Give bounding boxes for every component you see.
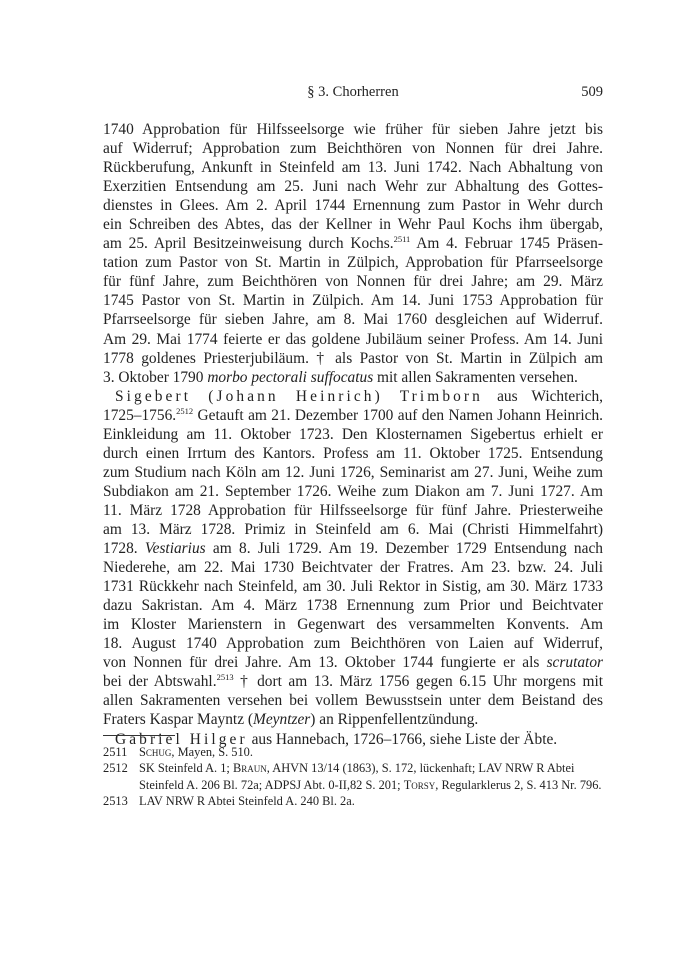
text-line: dazu Sakristan. Am 4. März 1738 Ernennung zum Prior und Beichtvater	[103, 597, 603, 615]
text-segment: 1725–1756.	[103, 406, 177, 424]
text-line: Exerzitien Entsendung am 25. Juni nach Wehr zur Abhaltung des Gottes-	[103, 178, 603, 196]
text-line	[103, 234, 603, 253]
text-segment: am 25. April Besitzeinweisung durch Kochs.	[103, 235, 394, 253]
text-line	[103, 653, 603, 672]
footnote-ref-2513[interactable]: 2513	[216, 672, 234, 683]
text-segment: ) an Rippenfellentzündung.	[310, 711, 479, 729]
text-segment: , Regularklerus 2, S. 413 Nr. 796.	[435, 777, 602, 792]
latin-term: scrutator	[546, 654, 603, 672]
text-line	[103, 406, 603, 425]
section-title: § 3. Chorherren	[307, 84, 399, 100]
entry-heading-sigebert	[103, 387, 603, 406]
footnotes	[103, 744, 603, 809]
text-line	[103, 368, 603, 387]
text-line: Pfarrseelsorge für sieben Jahre, am 8. Mai 1760 desgleichen auf Widerruf.	[103, 311, 603, 329]
footnote-divider	[103, 735, 175, 736]
page-number: 509	[581, 84, 603, 100]
text-line: durch einen Irrtum des Kantors. Profess am 11. Oktober 1725. Entsendung	[103, 444, 603, 462]
text-segment: Am 4. Februar 1745 Präsen-	[410, 235, 603, 253]
text-line: tation zum Pastor von St. Martin in Zülpich, Approbation für Pfarrseelsorge	[103, 254, 603, 272]
text-line: 1740 Approbation für Hilfsseelsorge wie früher für sieben Jahre jetzt bis	[103, 121, 603, 138]
text-segment: von Nonnen für drei Jahre. Am 13. Oktober 1744 fungierte er als	[103, 654, 547, 672]
text-line: 11. März 1728 Approbation für Hilfsseelsorge für fünf Jahre. Priesterweihe	[103, 501, 603, 519]
footnote-text: LAV NRW R Abtei Steinfeld A. 240 Bl. 2a.	[139, 793, 355, 808]
author-name: Braun	[232, 761, 267, 776]
footnote-2512	[103, 760, 603, 793]
text-segment: , Mayen, S. 510.	[171, 745, 253, 759]
text-segment: 3. Oktober 1790	[103, 368, 208, 386]
text-segment: aus Wichterich,	[482, 387, 604, 405]
text-segment: 1728.	[103, 540, 145, 558]
text-line: auf Widerruf; Approbation zum Beichthören von Nonnen für drei Jahre.	[103, 140, 603, 158]
text-segment: bei der Abtswahl.	[103, 673, 217, 691]
text-segment: aus Hannebach, 1726–1766, siehe Liste der Äbte.	[247, 730, 558, 748]
running-head	[103, 84, 603, 102]
author-name: Torsy	[403, 777, 436, 792]
text-line: Subdiakon am 21. September 1726. Weihe zum Diakon am 7. Juni 1727. Am	[103, 482, 603, 500]
text-line: 1745 Pastor von St. Martin in Zülpich. Am 14. Juni 1753 Approbation für	[103, 292, 603, 310]
main-text	[103, 120, 603, 749]
author-name: Schug	[139, 745, 172, 759]
text-line: Niederehe, am 22. Mai 1730 Beichtvater der Fratres. Am 23. bzw. 24. Juli	[103, 559, 603, 577]
text-segment: mit allen Sakramenten versehen.	[373, 368, 578, 386]
footnote-number: 2512	[103, 761, 128, 776]
text-line: Rückberufung, Ankunft in Steinfeld am 13. Juni 1742. Nach Abhaltung von	[103, 159, 603, 177]
person-name: Sigebert (Johann Heinrich) Trimborn	[115, 387, 483, 405]
footnote-2511	[103, 744, 603, 760]
text-segment: Getauft am 21. Dezember 1700 auf den Namen Johann Heinrich.	[193, 406, 603, 424]
footnote-2513	[103, 793, 603, 809]
person-name: Gabriel Hilger	[115, 730, 248, 748]
text-segment: † dort am 13. März 1756 gegen 6.15 Uhr morgens mit	[233, 673, 603, 691]
footnote-text	[139, 744, 603, 760]
text-segment: Fraters Kaspar Mayntz (	[103, 711, 254, 729]
text-line: allen Sakramenten versehen bei vollem Bewusstsein unter dem Beistand des	[103, 692, 603, 710]
text-line: Einkleidung am 11. Oktober 1723. Den Klosternamen Sigebertus erhielt er	[103, 425, 603, 443]
text-segment: , AHVN 13/14 (1863), S. 172, lückenhaft; LAV NRW R Abtei Steinfeld A. 206 Bl. 72a; ADPSJ Abt. 0-II,82 S. 201;	[139, 761, 575, 792]
text-line: Am 29. Mai 1774 feierte er das goldene Jubiläum seiner Profess. Am 14. Juni	[103, 330, 603, 348]
footnote-ref-2512[interactable]: 2512	[176, 405, 194, 416]
latin-phrase: morbo pectorali suffocatus	[207, 368, 374, 386]
footnote-number: 2511	[103, 745, 128, 759]
text-line: für fünf Jahre, zum Beichthören von Nonnen für drei Jahre; am 29. März	[103, 273, 603, 291]
footnote-ref-2511[interactable]: 2511	[393, 234, 411, 245]
text-line: zum Studium nach Köln am 12. Juni 1726, Seminarist am 27. Juni, Weihe zum	[103, 463, 603, 481]
footnote-text	[139, 760, 603, 793]
text-line	[103, 710, 603, 729]
text-line: 1778 goldenes Priesterjubiläum. † als Pastor von St. Martin in Zülpich am	[103, 349, 603, 367]
text-line: am 13. März 1728. Primiz in Steinfeld am 6. Mai (Christi Himmelfahrt)	[103, 520, 603, 538]
text-line: ein Schreiben des Abtes, das der Kellner in Wehr Paul Kochs ihm übergab,	[103, 216, 603, 234]
text-line: dienstes in Glees. Am 2. April 1744 Ernennung zum Pastor in Wehr durch	[103, 197, 603, 215]
text-line	[103, 672, 603, 691]
text-segment: am 8. Juli 1729. Am 19. Dezember 1729 Entsendung nach	[205, 540, 603, 558]
footnote-number: 2513	[103, 793, 128, 808]
text-line	[103, 539, 603, 558]
name-variant: Meyntzer	[253, 711, 311, 729]
text-line: 18. August 1740 Approbation zum Beichthören von Laien auf Widerruf,	[103, 635, 603, 653]
text-line: 1731 Rückkehr nach Steinfeld, am 30. Juli Rektor in Sistig, am 30. März 1733	[103, 578, 603, 596]
text-line: im Kloster Marienstern in Gegenwart des versammelten Konvents. Am	[103, 616, 603, 634]
text-segment: SK Steinfeld A. 1;	[139, 761, 233, 776]
latin-term: Vestiarius	[144, 540, 206, 558]
